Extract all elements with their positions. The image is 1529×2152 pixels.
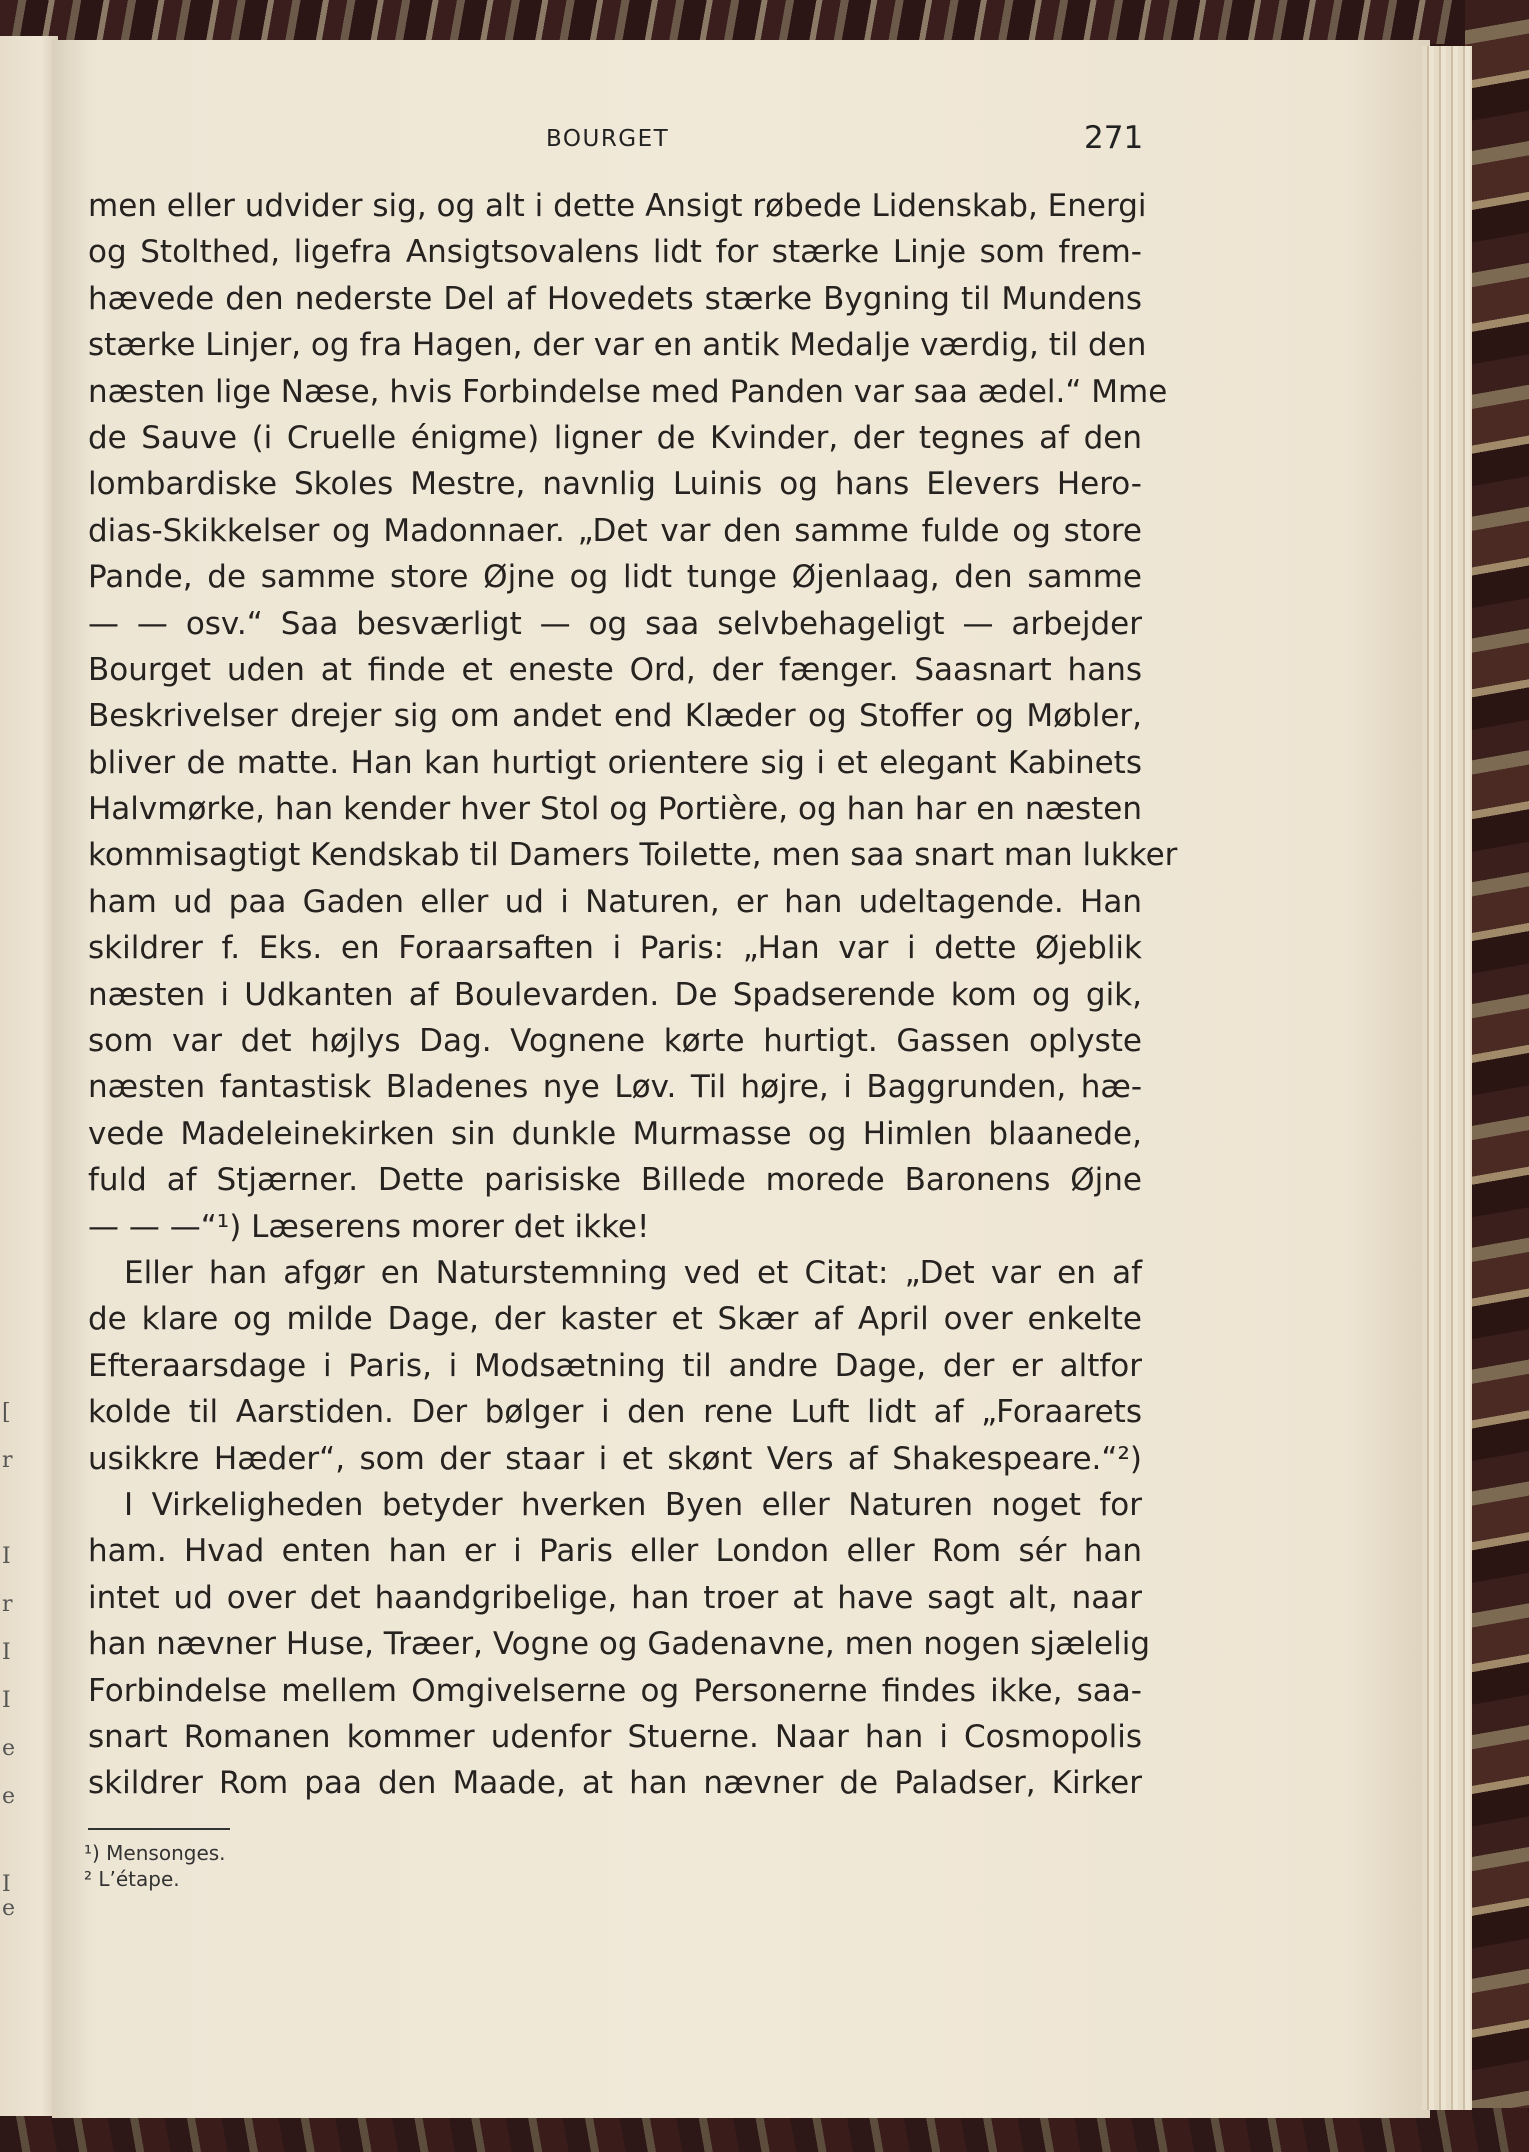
text-line: ham ud paa Gaden eller ud i Naturen, er han udeltagende. Han [88,883,1142,920]
page-block-edges [1422,46,1472,2110]
text-line: de Sauve (i Cruelle énigme) ligner de Kvinder, der tegnes af den [88,419,1142,456]
text-line: han nævner Huse, Træer, Vogne og Gadenavne, men nogen sjælelig [88,1626,1151,1663]
text-line: Eller han afgør en Naturstemning ved et Citat: „Det var en af [124,1254,1142,1291]
text-line: I Virkeligheden betyder hverken Byen eller Naturen noget for [124,1486,1142,1523]
text-line: ham. Hvad enten han er i Paris eller London eller Rom sér han [88,1533,1142,1570]
text-line: — — osv.“ Saa besværligt — og saa selvbehageligt — arbejder [88,605,1142,642]
text-line: de klare og milde Dage, der kaster et Skær af April over enkelte [88,1301,1142,1338]
text-line: Pande, de samme store Øjne og lidt tunge Øjenlaag, den samme [88,559,1142,596]
prev-margin-char: r [2,1592,13,1617]
prev-margin-char: I [2,1688,11,1713]
text-line: lombardiske Skoles Mestre, navnlig Luinis og hans Elevers Hero- [88,466,1142,503]
text-line: intet ud over det haandgribelige, han troer at have sagt alt, naar [88,1579,1142,1616]
previous-page-edge [0,36,58,2116]
text-line: næsten fantastisk Bladenes nye Løv. Til højre, i Baggrunden, hæ- [88,1069,1142,1106]
text-line: næsten lige Næse, hvis Forbindelse med Panden var saa ædel.“ Mme [88,373,1168,410]
text-line: — — —“¹) Læserens morer det ikke! [88,1208,650,1245]
text-line: kolde til Aarstiden. Der bølger i den rene Luft lidt af „Foraarets [88,1394,1142,1431]
page-number: 271 [1084,120,1144,156]
running-header: BOURGET [546,126,670,152]
text-line: Beskrivelser drejer sig om andet end Klæder og Stoffer og Møbler, [88,698,1142,735]
text-line: Halvmørke, han kender hver Stol og Portière, og han har en næsten [88,791,1142,828]
prev-margin-char: e [2,1736,16,1761]
prev-margin-char: I [2,1640,11,1665]
text-line: snart Romanen kommer udenfor Stuerne. Naar han i Cosmopolis [88,1718,1142,1755]
prev-margin-char: e [2,1896,16,1921]
body-text [88,183,1178,1807]
text-line: og Stolthed, ligefra Ansigtsovalens lidt for stærke Linje som frem- [88,234,1142,271]
text-line: usikkre Hæder“, som der staar i et skønt Vers af Shakespeare.“²) [88,1440,1142,1477]
footnote-rule [88,1828,230,1830]
text-line: hævede den nederste Del af Hovedets stærke Bygning til Mundens [88,280,1142,317]
prev-margin-char: I [2,1544,11,1569]
footnotes [84,1840,226,1892]
text-line: Efteraarsdage i Paris, i Modsætning til andre Dage, der er altfor [88,1347,1142,1384]
footnote-2: ² L’étape. [84,1867,180,1891]
text-line: men eller udvider sig, og alt i dette Ansigt røbede Lidenskab, Energi [88,188,1147,224]
text-line: som var det højlys Dag. Vognene kørte hurtigt. Gassen oplyste [88,1023,1142,1060]
prev-margin-char: e [2,1784,16,1809]
text-line: skildrer Rom paa den Maade, at han nævner de Paladser, Kirker [88,1765,1142,1802]
text-line: vede Madeleinekirken sin dunkle Murmasse og Himlen blaanede, [88,1115,1142,1152]
text-line: fuld af Stjærner. Dette parisiske Billede morede Baronens Øjne [88,1162,1142,1199]
text-line: stærke Linjer, og fra Hagen, der var en antik Medalje værdig, til den [88,327,1147,364]
text-line: Bourget uden at finde et eneste Ord, der fænger. Saasnart hans [88,651,1142,688]
text-line: dias-Skikkelser og Madonnaer. „Det var den samme fulde og store [88,512,1142,549]
text-line: næsten i Udkanten af Boulevarden. De Spadserende kom og gik, [88,976,1142,1013]
text-line: kommisagtigt Kendskab til Damers Toilette, men saa snart man lukker [88,837,1178,874]
text-line: Forbindelse mellem Omgivelserne og Personerne findes ikke, saa- [88,1672,1142,1709]
text-line: skildrer f. Eks. en Foraarsaften i Paris: „Han var i dette Øjeblik [88,930,1142,967]
prev-margin-char: r [2,1448,13,1473]
binding-top [0,0,1529,44]
footnote-1: ¹) Mensonges. [84,1841,226,1865]
text-line: bliver de matte. Han kan hurtigt orientere sig i et elegant Kabinets [88,744,1142,781]
prev-margin-char: [ [2,1400,11,1425]
binding-right [1465,0,1529,2152]
prev-margin-char: I [2,1872,11,1897]
